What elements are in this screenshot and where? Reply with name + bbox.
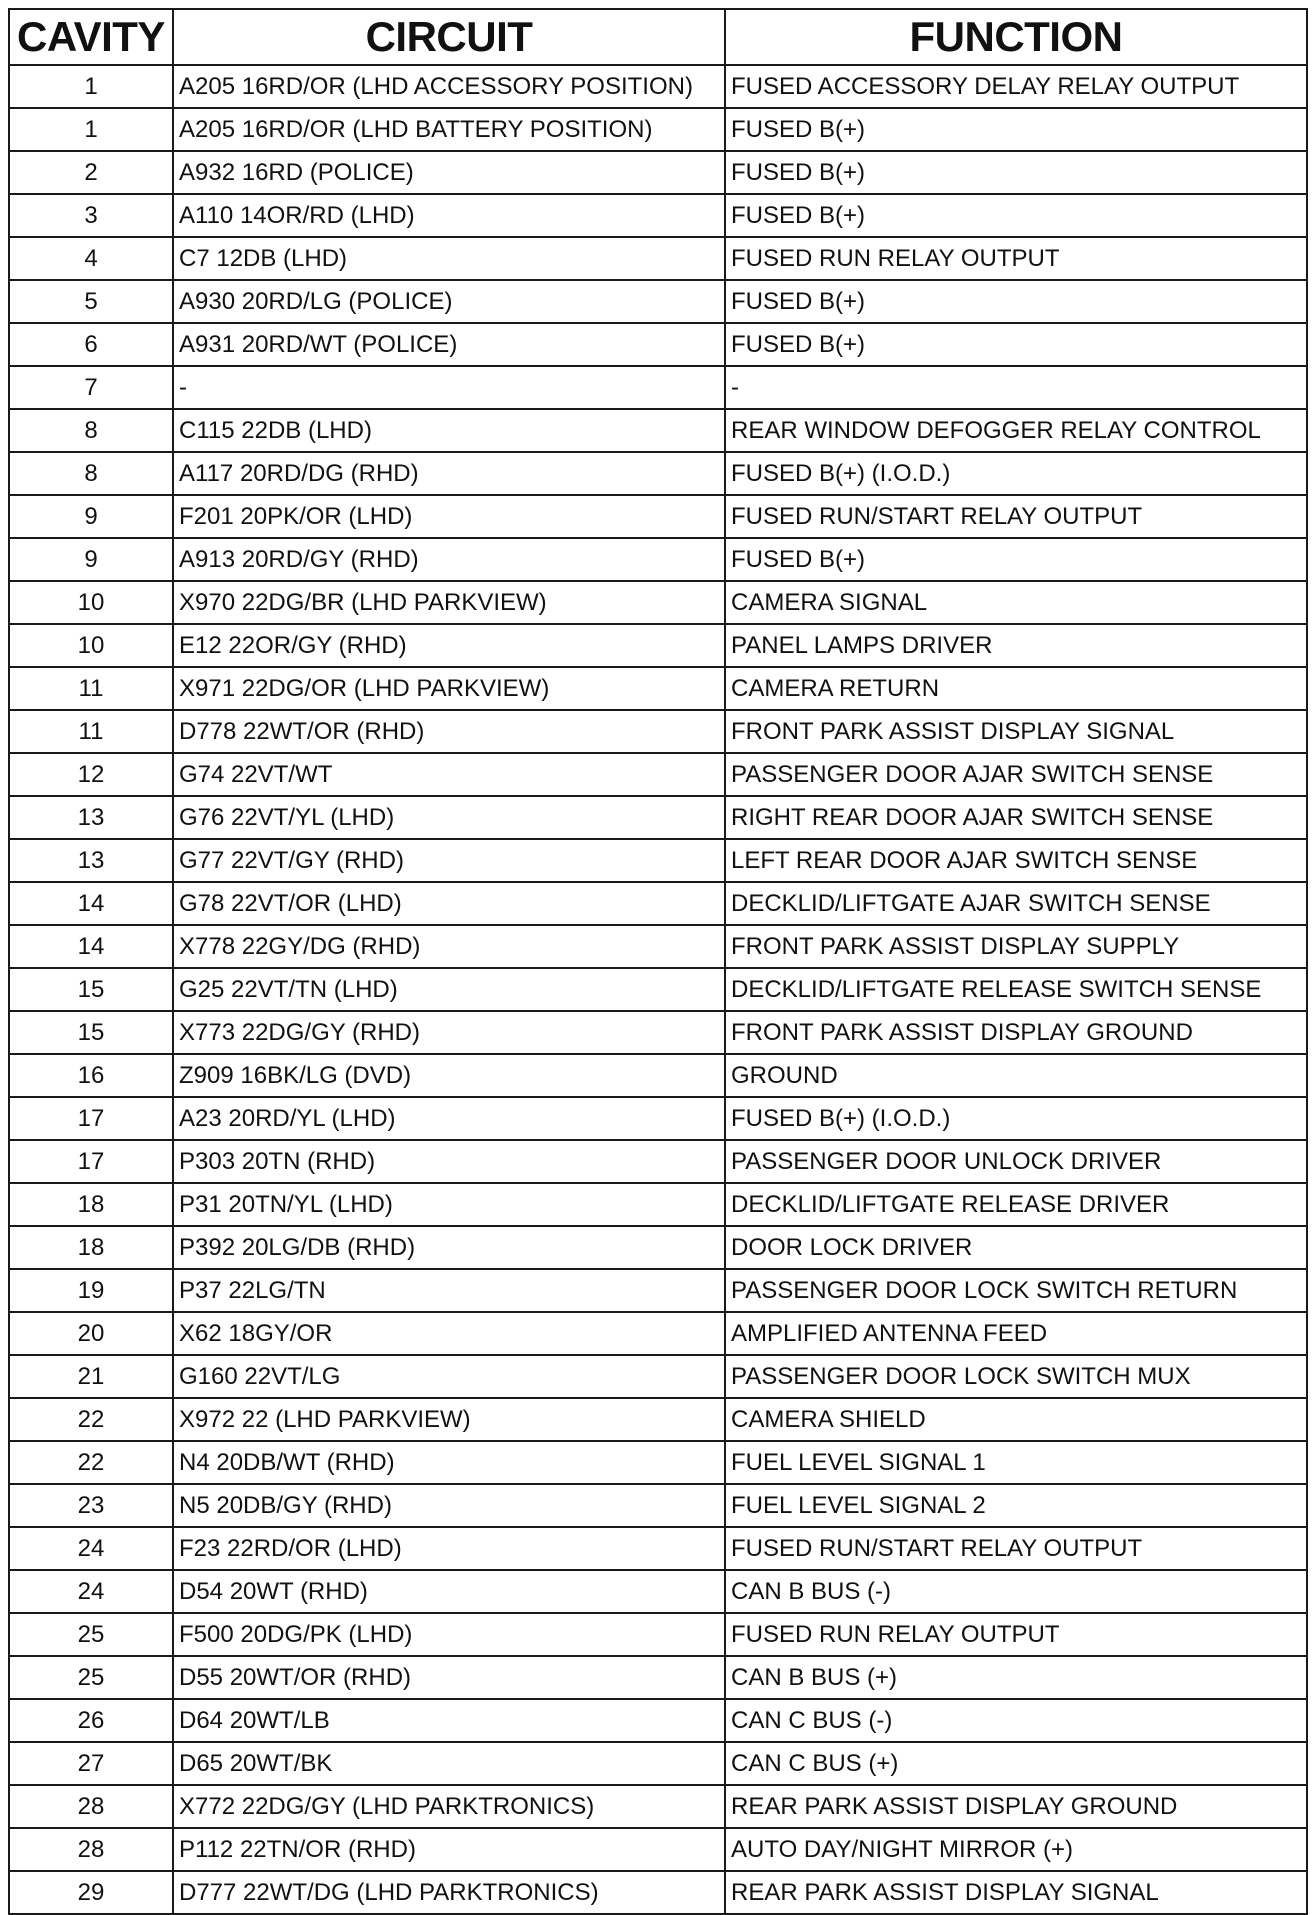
circuit-cell: F23 22RD/OR (LHD) — [173, 1527, 725, 1570]
cavity-cell: 12 — [9, 753, 173, 796]
cavity-cell: 24 — [9, 1570, 173, 1613]
cavity-cell: 13 — [9, 839, 173, 882]
cavity-cell: 9 — [9, 495, 173, 538]
table-row — [9, 1183, 1307, 1226]
cavity-cell: 8 — [9, 409, 173, 452]
table-row — [9, 1011, 1307, 1054]
circuit-cell: N5 20DB/GY (RHD) — [173, 1484, 725, 1527]
circuit-cell: X778 22GY/DG (RHD) — [173, 925, 725, 968]
circuit-cell: - — [173, 366, 725, 409]
connector-pinout-table — [8, 8, 1308, 1915]
function-cell: PASSENGER DOOR AJAR SWITCH SENSE — [725, 753, 1307, 796]
function-cell: PASSENGER DOOR LOCK SWITCH RETURN — [725, 1269, 1307, 1312]
table-row — [9, 1527, 1307, 1570]
table-row — [9, 796, 1307, 839]
table-row — [9, 151, 1307, 194]
cavity-cell: 23 — [9, 1484, 173, 1527]
table-row — [9, 280, 1307, 323]
cavity-cell: 19 — [9, 1269, 173, 1312]
table-row — [9, 1871, 1307, 1914]
circuit-cell: X62 18GY/OR — [173, 1312, 725, 1355]
function-cell: FUSED RUN RELAY OUTPUT — [725, 237, 1307, 280]
cavity-cell: 2 — [9, 151, 173, 194]
function-cell: FUSED B(+) — [725, 151, 1307, 194]
circuit-cell: A205 16RD/OR (LHD BATTERY POSITION) — [173, 108, 725, 151]
circuit-cell: G25 22VT/TN (LHD) — [173, 968, 725, 1011]
circuit-cell: D65 20WT/BK — [173, 1742, 725, 1785]
table-row — [9, 452, 1307, 495]
function-cell: CAN B BUS (-) — [725, 1570, 1307, 1613]
table-row — [9, 667, 1307, 710]
function-cell: - — [725, 366, 1307, 409]
cavity-column-header: CAVITY — [9, 9, 173, 65]
function-cell: FUEL LEVEL SIGNAL 1 — [725, 1441, 1307, 1484]
table-row — [9, 538, 1307, 581]
table-row — [9, 495, 1307, 538]
function-cell: FUSED B(+) (I.O.D.) — [725, 1097, 1307, 1140]
circuit-cell: D54 20WT (RHD) — [173, 1570, 725, 1613]
circuit-cell: X970 22DG/BR (LHD PARKVIEW) — [173, 581, 725, 624]
table-row — [9, 1656, 1307, 1699]
function-cell: FUSED B(+) — [725, 323, 1307, 366]
circuit-cell: A117 20RD/DG (RHD) — [173, 452, 725, 495]
function-cell: FRONT PARK ASSIST DISPLAY GROUND — [725, 1011, 1307, 1054]
table-row — [9, 968, 1307, 1011]
function-cell: DOOR LOCK DRIVER — [725, 1226, 1307, 1269]
cavity-cell: 15 — [9, 1011, 173, 1054]
function-cell: CAMERA SHIELD — [725, 1398, 1307, 1441]
circuit-cell: P37 22LG/TN — [173, 1269, 725, 1312]
circuit-cell: A932 16RD (POLICE) — [173, 151, 725, 194]
circuit-cell: G78 22VT/OR (LHD) — [173, 882, 725, 925]
circuit-cell: D777 22WT/DG (LHD PARKTRONICS) — [173, 1871, 725, 1914]
function-cell: AUTO DAY/NIGHT MIRROR (+) — [725, 1828, 1307, 1871]
circuit-cell: A930 20RD/LG (POLICE) — [173, 280, 725, 323]
cavity-cell: 28 — [9, 1785, 173, 1828]
table-row — [9, 1355, 1307, 1398]
function-cell: DECKLID/LIFTGATE RELEASE DRIVER — [725, 1183, 1307, 1226]
circuit-cell: P31 20TN/YL (LHD) — [173, 1183, 725, 1226]
cavity-cell: 9 — [9, 538, 173, 581]
cavity-cell: 25 — [9, 1613, 173, 1656]
function-cell: FUSED B(+) — [725, 280, 1307, 323]
circuit-cell: X773 22DG/GY (RHD) — [173, 1011, 725, 1054]
table-row — [9, 1140, 1307, 1183]
cavity-cell: 7 — [9, 366, 173, 409]
function-cell: PANEL LAMPS DRIVER — [725, 624, 1307, 667]
table-row — [9, 1226, 1307, 1269]
table-row — [9, 1613, 1307, 1656]
circuit-cell: A913 20RD/GY (RHD) — [173, 538, 725, 581]
circuit-cell: N4 20DB/WT (RHD) — [173, 1441, 725, 1484]
function-cell: FUEL LEVEL SIGNAL 2 — [725, 1484, 1307, 1527]
cavity-cell: 14 — [9, 925, 173, 968]
table-row — [9, 1742, 1307, 1785]
function-cell: DECKLID/LIFTGATE RELEASE SWITCH SENSE — [725, 968, 1307, 1011]
table-row — [9, 1398, 1307, 1441]
pinout-rows — [9, 65, 1307, 1914]
circuit-cell: G160 22VT/LG — [173, 1355, 725, 1398]
circuit-cell: Z909 16BK/LG (DVD) — [173, 1054, 725, 1097]
cavity-cell: 11 — [9, 710, 173, 753]
cavity-cell: 5 — [9, 280, 173, 323]
table-row — [9, 710, 1307, 753]
circuit-cell: F201 20PK/OR (LHD) — [173, 495, 725, 538]
function-cell: FUSED ACCESSORY DELAY RELAY OUTPUT — [725, 65, 1307, 108]
cavity-cell: 17 — [9, 1097, 173, 1140]
cavity-cell: 21 — [9, 1355, 173, 1398]
header-row — [9, 9, 1307, 65]
function-cell: REAR PARK ASSIST DISPLAY GROUND — [725, 1785, 1307, 1828]
cavity-cell: 13 — [9, 796, 173, 839]
function-cell: FUSED B(+) — [725, 108, 1307, 151]
cavity-cell: 22 — [9, 1398, 173, 1441]
circuit-cell: X971 22DG/OR (LHD PARKVIEW) — [173, 667, 725, 710]
table-row — [9, 882, 1307, 925]
cavity-cell: 18 — [9, 1226, 173, 1269]
cavity-cell: 3 — [9, 194, 173, 237]
table-row — [9, 366, 1307, 409]
table-row — [9, 753, 1307, 796]
function-cell: LEFT REAR DOOR AJAR SWITCH SENSE — [725, 839, 1307, 882]
circuit-cell: P112 22TN/OR (RHD) — [173, 1828, 725, 1871]
function-cell: CAMERA RETURN — [725, 667, 1307, 710]
function-cell: FUSED B(+) — [725, 194, 1307, 237]
table-row — [9, 581, 1307, 624]
cavity-cell: 11 — [9, 667, 173, 710]
table-row — [9, 237, 1307, 280]
function-cell: CAN C BUS (+) — [725, 1742, 1307, 1785]
table-row — [9, 1484, 1307, 1527]
table-row — [9, 323, 1307, 366]
circuit-cell: P303 20TN (RHD) — [173, 1140, 725, 1183]
circuit-cell: G77 22VT/GY (RHD) — [173, 839, 725, 882]
circuit-cell: X972 22 (LHD PARKVIEW) — [173, 1398, 725, 1441]
cavity-cell: 10 — [9, 581, 173, 624]
cavity-cell: 20 — [9, 1312, 173, 1355]
cavity-cell: 16 — [9, 1054, 173, 1097]
cavity-cell: 10 — [9, 624, 173, 667]
cavity-cell: 14 — [9, 882, 173, 925]
cavity-cell: 18 — [9, 1183, 173, 1226]
circuit-cell: A931 20RD/WT (POLICE) — [173, 323, 725, 366]
function-cell: FUSED B(+) — [725, 538, 1307, 581]
table-row — [9, 1312, 1307, 1355]
circuit-cell: C7 12DB (LHD) — [173, 237, 725, 280]
table-row — [9, 65, 1307, 108]
circuit-cell: A205 16RD/OR (LHD ACCESSORY POSITION) — [173, 65, 725, 108]
circuit-cell: X772 22DG/GY (LHD PARKTRONICS) — [173, 1785, 725, 1828]
table-row — [9, 108, 1307, 151]
cavity-cell: 17 — [9, 1140, 173, 1183]
table-row — [9, 624, 1307, 667]
function-cell: FUSED RUN/START RELAY OUTPUT — [725, 1527, 1307, 1570]
cavity-cell: 26 — [9, 1699, 173, 1742]
table-row — [9, 1785, 1307, 1828]
function-cell: GROUND — [725, 1054, 1307, 1097]
table-row — [9, 839, 1307, 882]
circuit-cell: G74 22VT/WT — [173, 753, 725, 796]
table-row — [9, 409, 1307, 452]
function-column-header: FUNCTION — [725, 9, 1307, 65]
cavity-cell: 1 — [9, 65, 173, 108]
function-cell: FUSED RUN/START RELAY OUTPUT — [725, 495, 1307, 538]
function-cell: FUSED RUN RELAY OUTPUT — [725, 1613, 1307, 1656]
cavity-cell: 15 — [9, 968, 173, 1011]
cavity-cell: 28 — [9, 1828, 173, 1871]
circuit-cell: P392 20LG/DB (RHD) — [173, 1226, 725, 1269]
circuit-cell: F500 20DG/PK (LHD) — [173, 1613, 725, 1656]
function-cell: FRONT PARK ASSIST DISPLAY SUPPLY — [725, 925, 1307, 968]
function-cell: REAR PARK ASSIST DISPLAY SIGNAL — [725, 1871, 1307, 1914]
table-row — [9, 925, 1307, 968]
table-row — [9, 1828, 1307, 1871]
circuit-cell: A110 14OR/RD (LHD) — [173, 194, 725, 237]
cavity-cell: 4 — [9, 237, 173, 280]
cavity-cell: 24 — [9, 1527, 173, 1570]
circuit-cell: D55 20WT/OR (RHD) — [173, 1656, 725, 1699]
circuit-column-header: CIRCUIT — [173, 9, 725, 65]
function-cell: AMPLIFIED ANTENNA FEED — [725, 1312, 1307, 1355]
function-cell: DECKLID/LIFTGATE AJAR SWITCH SENSE — [725, 882, 1307, 925]
circuit-cell: A23 20RD/YL (LHD) — [173, 1097, 725, 1140]
table-row — [9, 1097, 1307, 1140]
table-row — [9, 1699, 1307, 1742]
cavity-cell: 1 — [9, 108, 173, 151]
table-row — [9, 1570, 1307, 1613]
cavity-cell: 8 — [9, 452, 173, 495]
table-row — [9, 194, 1307, 237]
function-cell: FRONT PARK ASSIST DISPLAY SIGNAL — [725, 710, 1307, 753]
cavity-cell: 25 — [9, 1656, 173, 1699]
function-cell: PASSENGER DOOR UNLOCK DRIVER — [725, 1140, 1307, 1183]
function-cell: CAN B BUS (+) — [725, 1656, 1307, 1699]
circuit-cell: E12 22OR/GY (RHD) — [173, 624, 725, 667]
table-row — [9, 1441, 1307, 1484]
table-row — [9, 1054, 1307, 1097]
cavity-cell: 6 — [9, 323, 173, 366]
function-cell: FUSED B(+) (I.O.D.) — [725, 452, 1307, 495]
table-row — [9, 1269, 1307, 1312]
circuit-cell: G76 22VT/YL (LHD) — [173, 796, 725, 839]
function-cell: CAN C BUS (-) — [725, 1699, 1307, 1742]
cavity-cell: 27 — [9, 1742, 173, 1785]
circuit-cell: D64 20WT/LB — [173, 1699, 725, 1742]
cavity-cell: 22 — [9, 1441, 173, 1484]
function-cell: RIGHT REAR DOOR AJAR SWITCH SENSE — [725, 796, 1307, 839]
circuit-cell: C115 22DB (LHD) — [173, 409, 725, 452]
function-cell: PASSENGER DOOR LOCK SWITCH MUX — [725, 1355, 1307, 1398]
function-cell: REAR WINDOW DEFOGGER RELAY CONTROL — [725, 409, 1307, 452]
cavity-cell: 29 — [9, 1871, 173, 1914]
circuit-cell: D778 22WT/OR (RHD) — [173, 710, 725, 753]
function-cell: CAMERA SIGNAL — [725, 581, 1307, 624]
